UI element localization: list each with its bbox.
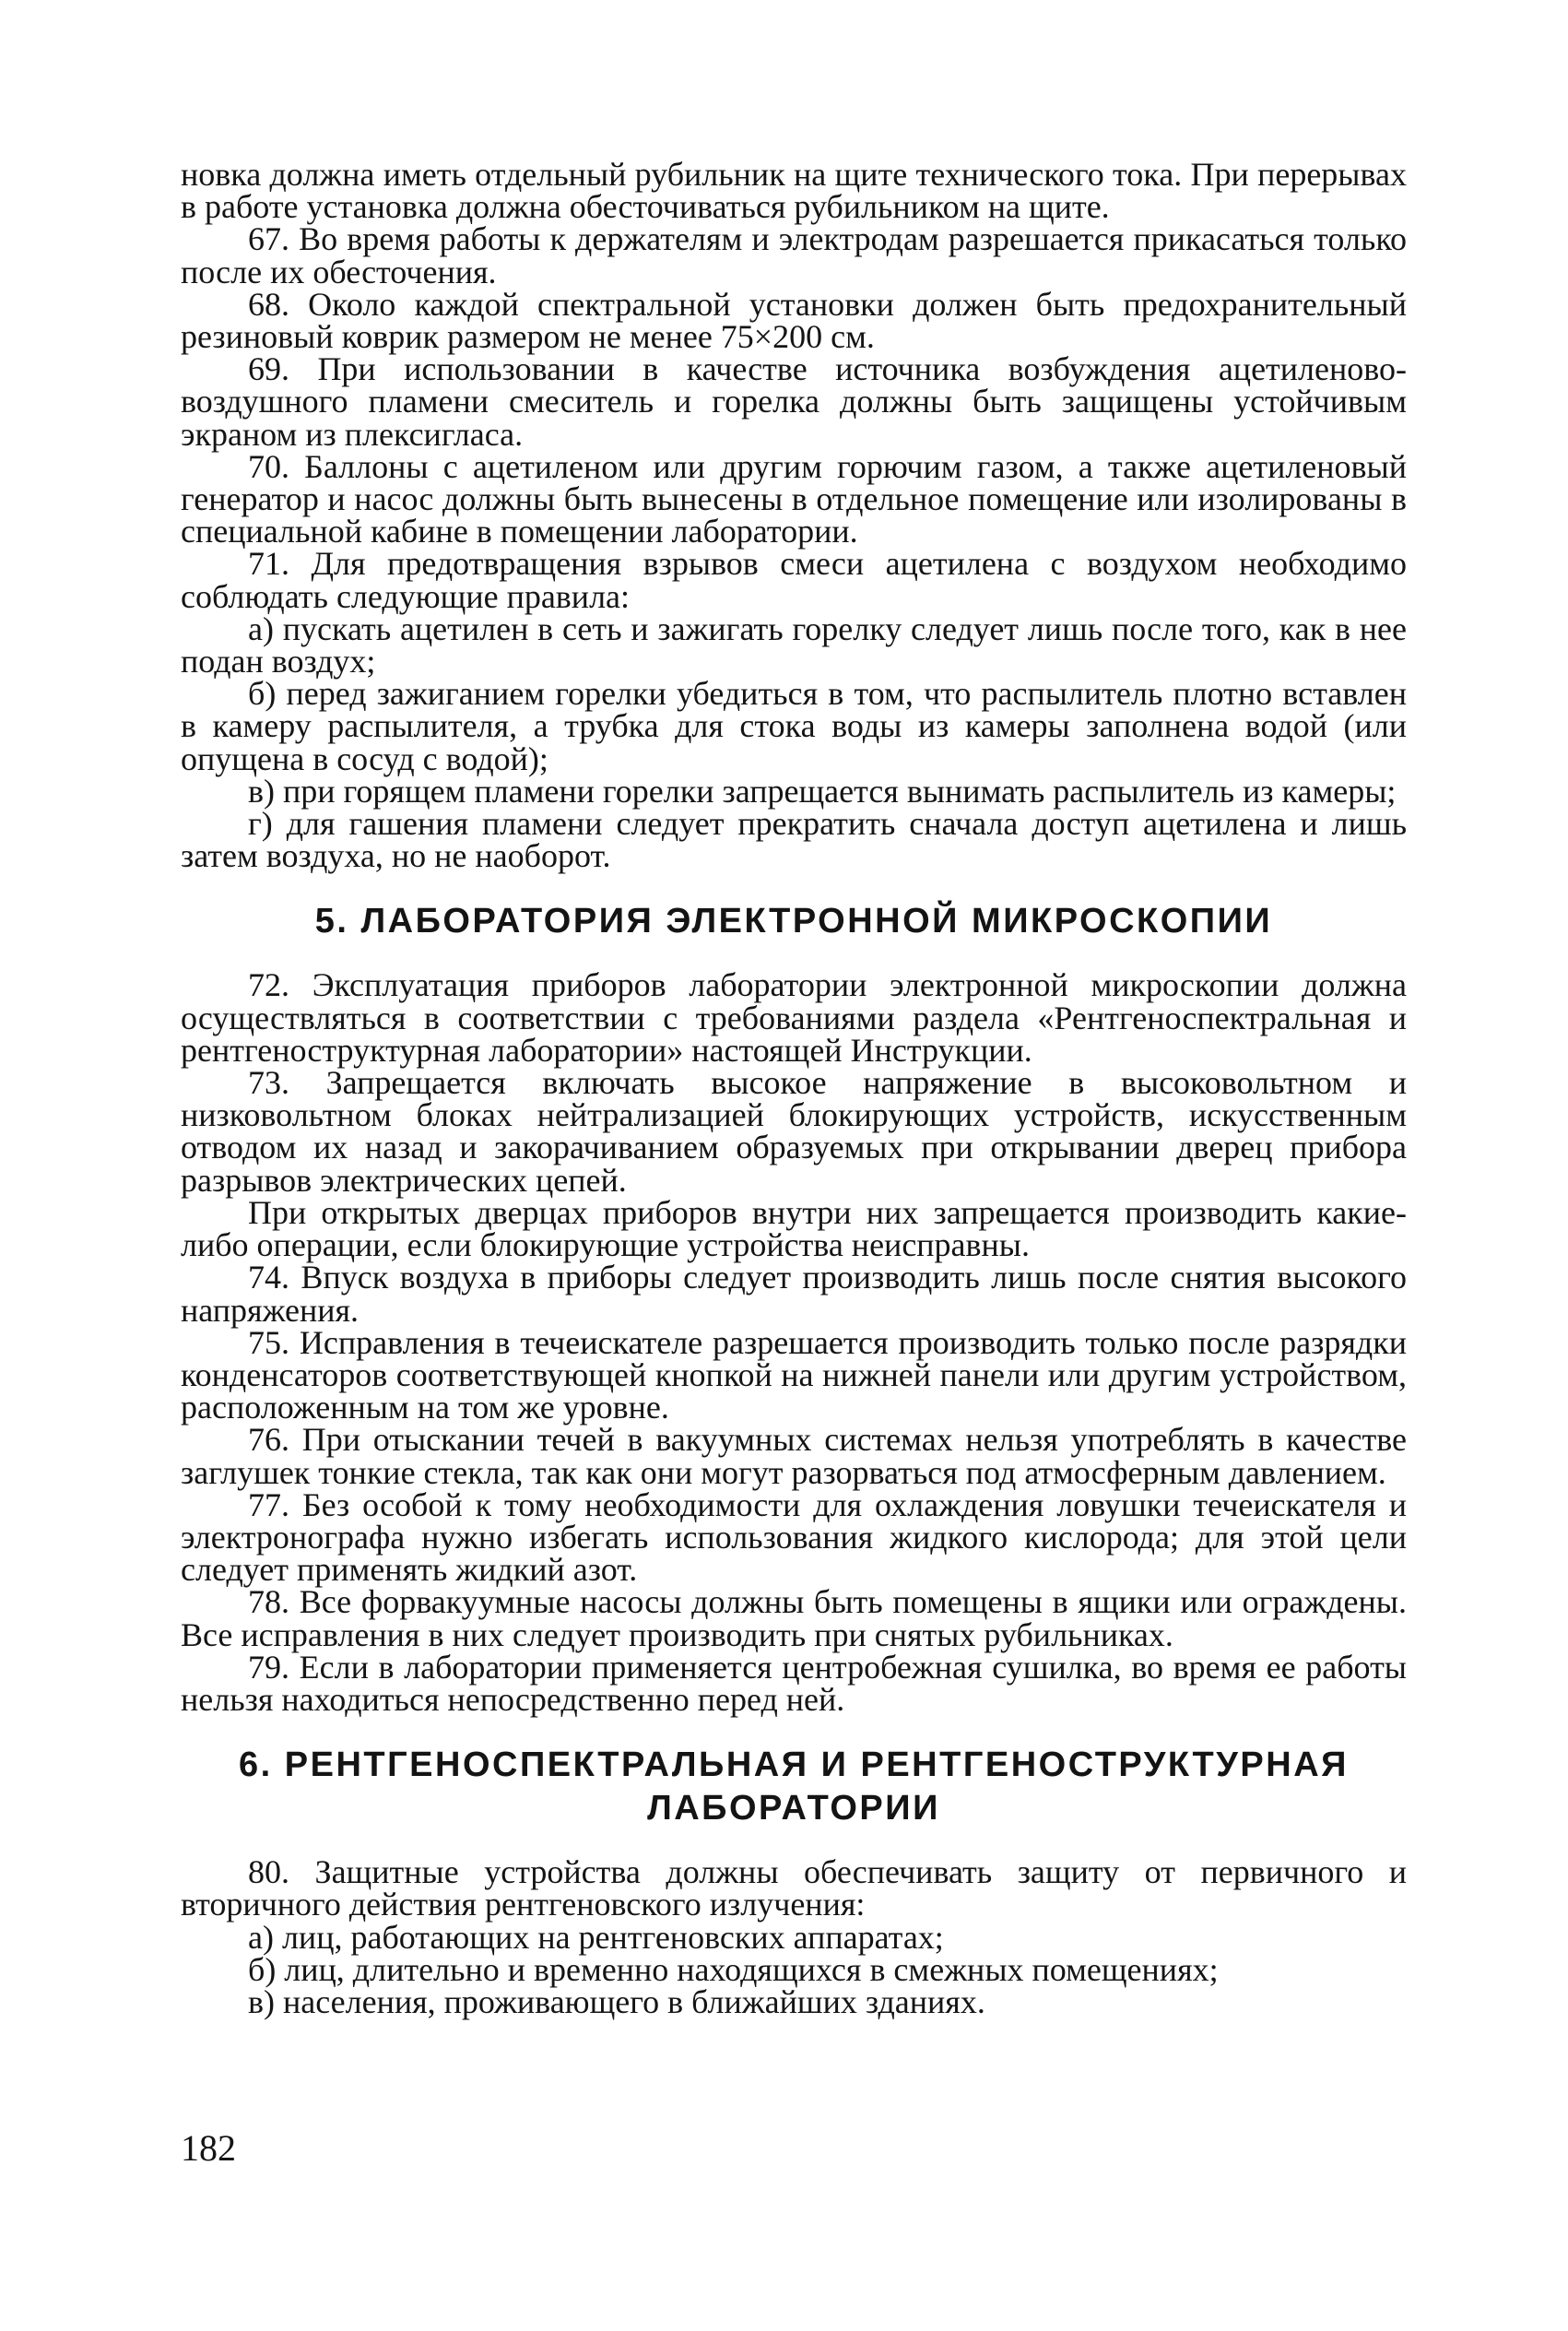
list-item-80a: а) лиц, работающих на рентгеновских аппаратах; <box>248 1918 944 1956</box>
list-item-71d: г) для гашения пламени следует прекратить сначала доступ ацетилена и лишь затем воздуха, но не наоборот. <box>181 805 1407 875</box>
list-item-80b: б) лиц, длительно и временно находящихся в смежных помещениях; <box>248 1950 1219 1988</box>
paragraph-71: 71. Для предотвращения взрывов смеси ацетилена с воздухом необходимо соблюдать следующие правила: <box>181 545 1407 615</box>
list-item-71c: в) при горящем пламени горелки запрещается вынимать распылитель из камеры; <box>248 772 1397 810</box>
paragraph-78: 78. Все форвакуумные насосы должны быть помещены в ящики или ограждены. Все исправления в них следует производить при снятых рубильниках. <box>181 1583 1407 1653</box>
paragraph-67: 67. Во время работы к держателям и электродам разрешается прикасаться только после их обесточения. <box>181 220 1407 290</box>
paragraph-74: 74. Впуск воздуха в приборы следует производить лишь после снятия высокого напряжения. <box>181 1259 1407 1329</box>
paragraph-73: 73. Запрещается включать высокое напряжение в высоковольтном и низковольтном блоках нейтрализацией блокирующих устройств, искусственным отводом их назад и закорачиванием образуемых при открывании дверец прибора разрывов электрических цепей. <box>181 1064 1407 1199</box>
paragraph-continuation: новка должна иметь отдельный рубильник на щите технического тока. При перерывах в работе установка должна обесточиваться рубильником на щите. <box>181 156 1407 226</box>
list-item-71b: б) перед зажиганием горелки убедиться в том, что распылитель плотно вставлен в камеру распылителя, а трубка для стока воды из камеры заполнена водой (или опущена в сосуд с водой); <box>181 675 1407 777</box>
section-heading-5: 5. ЛАБОРАТОРИЯ ЭЛЕКТРОННОЙ МИКРОСКОПИИ <box>314 902 1273 941</box>
page-body <box>181 156 1407 2020</box>
paragraph-72: 72. Эксплуатация приборов лаборатории электронной микроскопии должна осуществляться в соответствии с требованиями раздела «Рентгеноспектральная и рентгеноструктурная лаборатории» настоящей Инструкции. <box>181 966 1407 1069</box>
section-heading-6-line1: 6. РЕНТГЕНОСПЕКТРАЛЬНАЯ И РЕНТГЕНОСТРУКТУРНАЯ <box>239 1745 1349 1785</box>
paragraph-80: 80. Защитные устройства должны обеспечивать защиту от первичного и вторичного действия рентгеновского излучения: <box>181 1853 1407 1923</box>
page-number: 182 <box>181 2127 236 2169</box>
paragraph-77: 77. Без особой к тому необходимости для охлаждения ловушки течеискателя и электронографа нужно избегать использования жидкого кислорода; для этой цели следует применять жидкий азот. <box>181 1485 1407 1589</box>
paragraph-75: 75. Исправления в течеискателе разрешается производить только после разрядки конденсаторов соответствующей кнопкой на нижней панели или другим устройством, расположенным на том же уровне. <box>181 1323 1407 1426</box>
paragraph-79: 79. Если в лаборатории применяется центробежная сушилка, во время ее работы нельзя находиться непосредственно перед ней. <box>181 1648 1407 1718</box>
paragraph-69: 69. При использовании в качестве источника возбуждения ацетиленово-воздушного пламени смеситель и горелка должны быть защищены устойчивым экраном из плексигласа. <box>181 350 1407 453</box>
paragraph-73-note: При открытых дверцах приборов внутри них запрещается производить какие-либо операции, если блокирующие устройства неисправны. <box>181 1193 1407 1264</box>
list-item-80c: в) населения, проживающего в ближайших зданиях. <box>248 1982 985 2020</box>
list-item-71a: а) пускать ацетилен в сеть и зажигать горелку следует лишь после того, как в нее подан воздух; <box>181 609 1407 680</box>
paragraph-68: 68. Около каждой спектральной установки должен быть предохранительный резиновый коврик размером не менее 75×200 см. <box>181 285 1407 356</box>
section-heading-6-line2: ЛАБОРАТОРИИ <box>647 1789 940 1828</box>
paragraph-70: 70. Баллоны с ацетиленом или другим горючим газом, а также ацетиленовый генератор и насос должны быть вынесены в отдельное помещение или изолированы в специальной кабине в помещении лаборатории. <box>181 447 1407 550</box>
section-heading-6 <box>181 1744 1407 1830</box>
paragraph-76: 76. При отыскании течей в вакуумных системах нельзя употреблять в качестве заглушек тонкие стекла, так как они могут разорваться под атмосферным давлением. <box>181 1421 1407 1491</box>
